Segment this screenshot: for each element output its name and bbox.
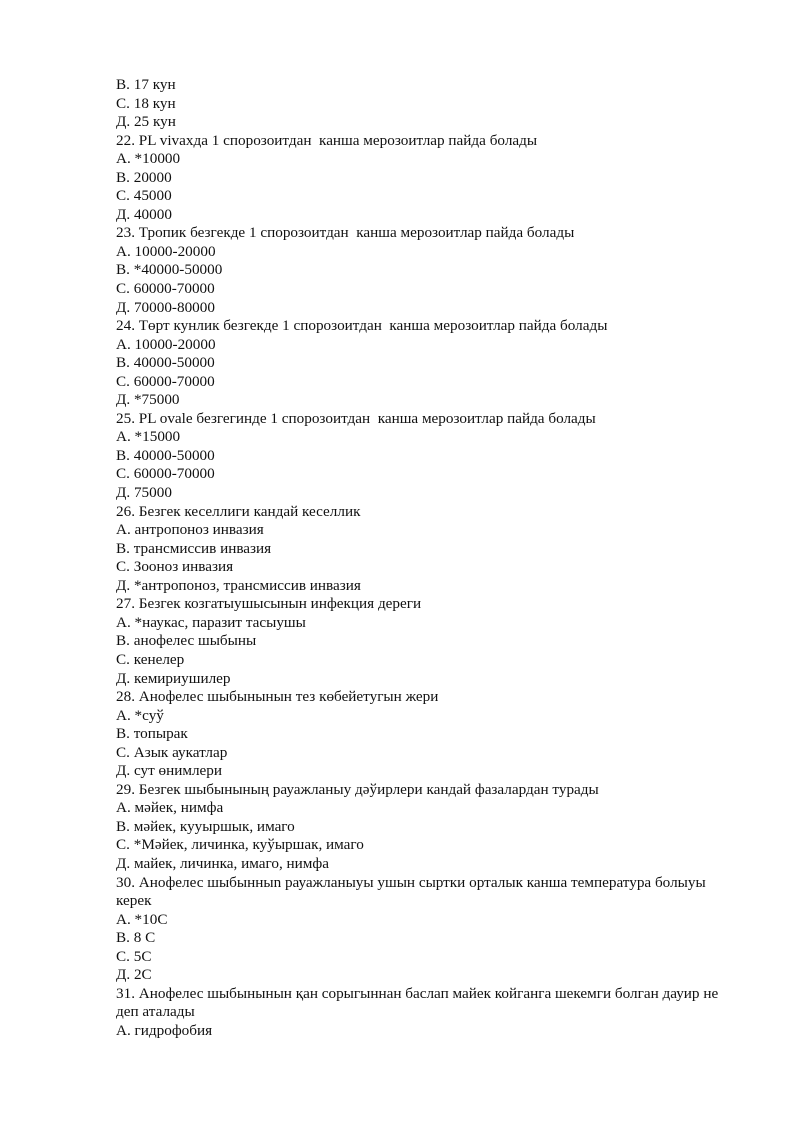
answer-d: Д. 75000 [116, 484, 172, 502]
document-page [116, 76, 756, 1040]
answer-d: Д. *антропоноз, трансмиссив инвазия [116, 576, 361, 594]
answer-a: А. гидрофобия [116, 1021, 213, 1039]
question-25: 25. PL ovale безгегинде 1 спорозоитдан канша мерозоитлар пайда болады [116, 409, 596, 427]
answer-a: А. *наукас, паразит тасыушы [116, 613, 306, 631]
answer-c: С. *Мәйек, личинка, куўыршак, имаго [116, 836, 364, 854]
question-27: 27. Безгек козгатыушысынын инфекция дереги [116, 595, 422, 613]
answer-b: В. анофелес шыбыны [116, 632, 257, 650]
question-29: 29. Безгек шыбынының рауажланыу дәўирлери кандай фазалардан турады [116, 780, 599, 798]
answer-b: В. 20000 [116, 168, 172, 186]
answer-d: Д. 25 кун [116, 113, 176, 131]
answer-c: С. 60000-70000 [116, 372, 215, 390]
answer-b: В. мәйек, кууыршык, имаго [116, 817, 295, 835]
answer-a: А. *10С [116, 910, 168, 928]
answer-c: С. Зооноз инвазия [116, 558, 234, 576]
answer-c: С. Азык аукатлар [116, 743, 228, 761]
question-24: 24. Төрт кунлик безгекде 1 спорозоитдан канша мерозоитлар пайда болады [116, 317, 608, 335]
answer-b: В. трансмиссив инвазия [116, 539, 272, 557]
answer-d: Д. кемириушилер [116, 669, 231, 687]
question-26: 26. Безгек кеселлиги кандай кеселлик [116, 502, 361, 520]
answer-d: Д. 40000 [116, 205, 172, 223]
answer-b: В. *40000-50000 [116, 261, 223, 279]
answer-c: С. 45000 [116, 187, 172, 205]
answer-b: В. топырак [116, 725, 188, 743]
question-23: 23. Тропик безгекде 1 спорозоитдан канша мерозоитлар пайда болады [116, 224, 575, 242]
answer-d: Д. 2С [116, 966, 152, 984]
answer-b: В. 40000-50000 [116, 446, 215, 464]
answer-d: Д. *75000 [116, 391, 180, 409]
answer-d: Д. сут өнимлери [116, 762, 223, 780]
answer-c: С. 60000-70000 [116, 280, 215, 298]
answer-c: С. 5С [116, 947, 152, 965]
question-30: 30. Анофелес шыбынныn рауажланыуы ушын сыртки орталык канша температура болыуы керек [116, 873, 706, 910]
answer-c: С. 60000-70000 [116, 465, 215, 483]
answer-b: В. 8 С [116, 929, 156, 947]
question-31: 31. Анофелес шыбынынын қан сорыгыннан баслап майек койганга шекемги болган дауир не деп аталады [116, 984, 719, 1021]
answer-a: А. *10000 [116, 150, 181, 168]
answer-c: С. 18 кун [116, 94, 176, 112]
answer-d: Д. 70000-80000 [116, 298, 215, 316]
answer-a: А. 10000-20000 [116, 335, 216, 353]
answer-a: А. *15000 [116, 428, 181, 446]
answer-a: А. 10000-20000 [116, 242, 216, 260]
answer-a: А. *суў [116, 706, 164, 724]
answer-d: Д. майек, личинка, имаго, нимфа [116, 854, 329, 872]
answer-b: В. 40000-50000 [116, 354, 215, 372]
question-22: 22. PL vivaхда 1 спорозоитдан канша мерозоитлар пайда болады [116, 131, 538, 149]
answer-a: А. антропоноз инвазия [116, 521, 264, 539]
answer-b: В. 17 кун [116, 76, 176, 93]
answer-a: А. мәйек, нимфа [116, 799, 224, 817]
answer-c: С. кенелер [116, 650, 185, 668]
question-28: 28. Анофелес шыбынынын тез көбейетугын жери [116, 688, 439, 706]
